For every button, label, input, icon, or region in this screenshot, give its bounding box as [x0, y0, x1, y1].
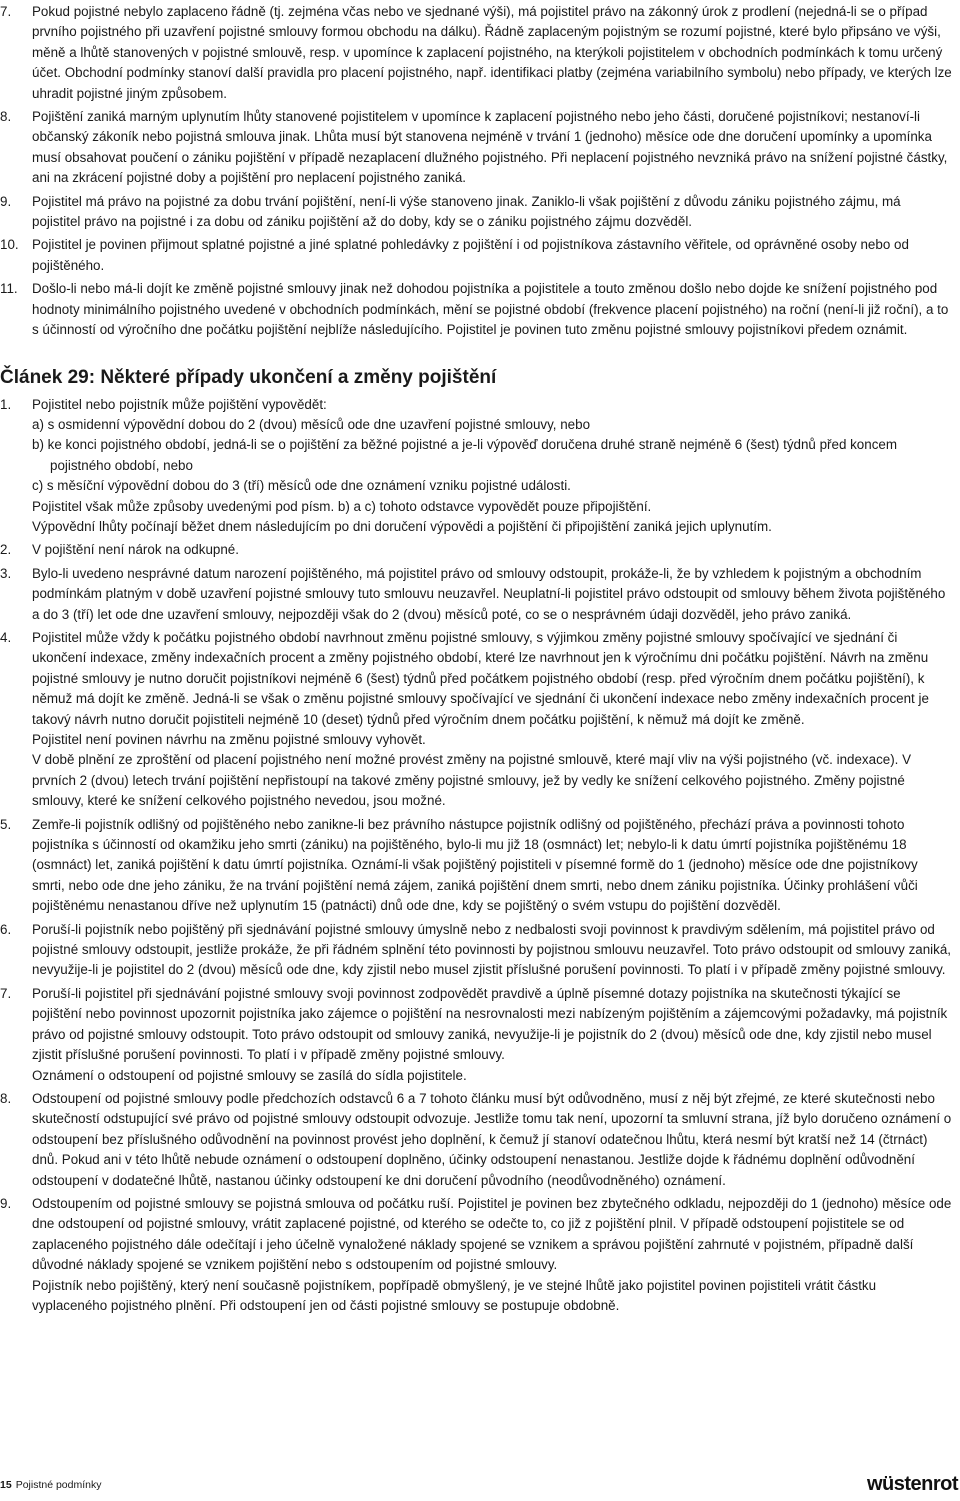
item-paragraph: Pokud pojistné nebylo zaplaceno řádně (tj. zejména včas nebo ve sjednané výši), má pojistitel právo na zákonný úrok z prodlení (nejedná-li se o případ prvního pojistného při uzavření pojistné smlouvy formou obchodu na dálku). Řádně zaplaceným pojistným se rozumí pojistné, které bylo připsáno ve výši, měně a lhůtě stanovených v pojistné smlouvě, resp. v upomínce k zaplacení pojistného, na kterýkoli pojistitelem v obchodních podmínkách k tomu určený účet. Obchodní podmínky stanoví další pravidla pro placení pojistného, např. identifikaci platby (zejména variabilního symbolu) nebo případy, ve kterých lze uhradit pojistné jiným způsobem.	[32, 4, 952, 101]
sub-item: b) ke konci pojistného období, jedná-li se o pojištění za běžné pojistné a je-li výpověď doručena druhé straně nejméně 6 (šest) týdnů před koncem pojistného období, nebo	[32, 437, 897, 473]
item-number: 6.	[0, 921, 12, 937]
item-paragraph: Poruší-li pojistník nebo pojištěný při sjednávání pojistné smlouvy úmyslně nebo z nedbalosti svoji povinnost k pravdivým sdělením, má pojistitel právo od pojistné smlouvy odstoupit, jestliže prokáže, že při řádném splnění této povinnosti by pojistnou smlouvu neuzavřel. Toto právo odstoupit od smlouvy zaniká, nevyužije-li je pojistitel do 2 (dvou) měsíců ode dne, kdy zjistil nebo musel zjistit příslušné porušení povinnosti. To platí i v případě změny pojistné smlouvy.	[32, 921, 951, 978]
top-numbered-list	[0, 2, 952, 341]
item-paragraph: Pojistitel má právo na pojistné za dobu trvání pojištění, není-li výše stanoveno jinak. Zaniklo-li však pojištění z důvodu zániku pojistného zájmu, má pojistitel právo na pojistné i za dobu od zániku pojištění až do doby, kdy se o zániku pojistného zájmu dozvěděl.	[32, 193, 901, 230]
page-footer	[0, 1475, 960, 1495]
item-paragraph: V době plnění ze zproštění od placení pojistného není možné provést změny na pojistné smlouvě, které mají vliv na výši pojistného (vč. indexace). V prvních 2 (dvou) letech trvání pojištění nepřistoupí na takové změny pojistné smlouvy, jež by vedly ke snížení celkového pojistného. Změny pojistné smlouvy, které ke snížení celkového pojistného nevedou, jsou možné.	[32, 752, 912, 809]
page-number: 15	[0, 1479, 12, 1491]
list-item	[0, 235, 952, 276]
list-item	[0, 984, 952, 1086]
list-item	[0, 815, 952, 917]
sub-item: a) s osmidenní výpovědní dobou do 2 (dvou) měsíců ode dne uzavření pojistné smlouvy, nebo	[32, 416, 591, 432]
item-number: 3.	[0, 565, 12, 581]
item-number: 5.	[0, 816, 12, 832]
page-label: Pojistné podmínky	[15, 1479, 102, 1491]
item-paragraph: Pojistitel je povinen přijmout splatné pojistné a jiné splatné pohledávky z pojištění i od pojistníkova zástavního věřitele, od oprávněné osoby nebo od pojištěného.	[32, 237, 909, 273]
item-paragraph: Oznámení o odstoupení od pojistné smlouvy se zasílá do sídla pojistitele.	[32, 1067, 467, 1083]
item-lead: Pojistitel nebo pojistník může pojištění vypovědět:	[32, 396, 327, 412]
item-number: 7.	[0, 4, 12, 19]
item-number: 8.	[0, 1090, 12, 1106]
list-item	[0, 920, 952, 981]
item-paragraph: V pojištění není nárok na odkupné.	[32, 542, 239, 558]
list-item	[0, 540, 952, 560]
list-item	[0, 279, 952, 340]
brand-logo: wüstenrot	[866, 1473, 958, 1495]
item-paragraph: Došlo-li nebo má-li dojít ke změně pojistné smlouvy jinak než dohodou pojistníka a pojistitele a touto změnou došlo nebo dojde ke snížení pojistného pod hodnoty minimálního pojistného uvedené v obchodních podmínkách, mění se pojistné období (frekvence placení pojistného) na roční (není-li již roční), a to s účinností od výročního dne počátku pojištění nejblíže následujícího. Pojistitel je povinen tuto změnu pojistné smlouvy pojistníkovi předem oznámit.	[32, 281, 949, 338]
item-paragraph: Bylo-li uvedeno nesprávné datum narození pojištěného, má pojistitel právo od smlouvy odstoupit, prokáže-li, že by vzhledem k pojistným a obchodním podmínkám platným v době uzavření pojistné smlouvy tuto smlouvu neuzavřel. Neuplatní-li pojistitel právo odstoupit od smlouvy během života pojištěného a do 3 (tří) let ode dne uzavření smlouvy, nejpozději však do 2 (dvou) měsíců poté, co se o nesprávném údaji dozvěděl, jeho právo zaniká.	[32, 565, 946, 622]
article-29-list	[0, 395, 952, 1317]
list-item	[0, 395, 952, 538]
document-page	[0, 2, 952, 1319]
item-number: 10.	[0, 237, 19, 253]
page-indicator	[0, 1479, 101, 1491]
list-item	[0, 107, 952, 189]
item-paragraph: Pojistitel může vždy k počátku pojistného období navrhnout změnu pojistné smlouvy, s výjimkou změny pojistné smlouvy spočívající ve sjednání či ukončení indexace, změny indexačních procent a změny pojistného období, které lze navrhnout jen k výročnímu dni počátku pojištění. Návrh na změnu pojistné smlouvy je nutno doručit pojistníkovi nejméně 6 (šest) týdnů před počátkem pojistného období (resp. před výročním dnem počátku pojištění), k němuž má dojít ke změně. Jedná-li se však o změnu pojistné smlouvy spočívající ve sjednání či ukončení indexace nebo změny indexačních procent je takový návrh nutno doručit pojistiteli nejméně 10 (deset) týdnů před výročním dnem počátku pojištění, k němuž má dojít ke změně.	[32, 629, 929, 727]
item-number: 8.	[0, 109, 12, 125]
item-number: 7.	[0, 985, 12, 1001]
item-number: 9.	[0, 193, 12, 209]
list-item	[0, 564, 952, 625]
item-paragraph: Poruší-li pojistitel při sjednávání pojistné smlouvy svoji povinnost zodpovědět pravdivě a úplně písemné dotazy pojistníka na skutečnosti týkající se pojištění nebo povinnost upozornit pojistníka jako zájemce o pojištění na nesrovnalosti mezi nabízeným pojištěním a zájemcovými požadavky, má pojistník právo od pojistné smlouvy odstoupit. Toto právo odstoupit od smlouvy zaniká, nevyužije-li je pojistník do 2 (dvou) měsíců ode dne, kdy zjistil nebo musel zjistit příslušné porušení povinnosti. To platí i v případě změny pojistné smlouvy.	[32, 985, 948, 1063]
item-paragraph: Pojištění zaniká marným uplynutím lhůty stanovené pojistitelem v upomínce k zaplacení pojistného nebo jeho části, doručené pojistníkovi; nestanoví-li občanský zákoník nebo pojistná smlouva jinak. Lhůta musí být stanovena nejméně v trvání 1 (jednoho) měsíce ode dne doručení upomínky a upomínka musí obsahovat poučení o zániku pojištění v případě nezaplacení dlužného pojistného. Při neplacení pojistného nevzniká právo na snížení pojistné částky, ani na zkrácení pojistné doby a pojištění pro neplacení pojistného zaniká.	[32, 109, 948, 186]
item-paragraph: Pojistník nebo pojištěný, který není současně pojistníkem, popřípadě obmyšlený, je ve stejné lhůtě jako pojistitel povinen pojistiteli vrátit částku vyplaceného pojistného plnění. Při odstoupení jen od části pojistné smlouvy se postupuje obdobně.	[32, 1277, 877, 1313]
list-item	[0, 2, 952, 104]
sub-item: c) s měsíční výpovědní dobou do 3 (tří) měsíců ode dne oznámení vzniku pojistné události.	[32, 478, 571, 494]
section-heading: Článek 29: Některé případy ukončení a změny pojištění	[0, 366, 497, 388]
item-paragraph: Pojistitel není povinen návrhu na změnu pojistné smlouvy vyhovět.	[32, 732, 426, 747]
list-item	[0, 192, 952, 233]
list-item	[0, 628, 952, 812]
item-number: 1.	[0, 396, 12, 412]
item-number: 4.	[0, 629, 12, 645]
item-paragraph: Pojistitel však může způsoby uvedenými pod písm. b) a c) tohoto odstavce vypovědět pouze připojištění.	[32, 498, 652, 514]
list-item	[0, 1089, 952, 1191]
item-number: 9.	[0, 1195, 12, 1211]
list-item	[0, 1194, 952, 1316]
item-paragraph: Odstoupení od pojistné smlouvy podle předchozích odstavců 6 a 7 tohoto článku musí být odůvodněno, musí z něj být zřejmé, ze které skutečnosti nebo skutečností odstupující své právo od pojistné smlouvy odstoupit odvozuje. Jestliže tomu tak není, upozorní ta smluvní strana, jíž bylo doručeno oznámení o odstoupení bez příslušného odůvodnění na povinnost provést jeho doplnění, k čemuž jí stanoví odatečnou lhůtu, která nesmí být kratší než 14 (čtrnáct) dnů. Pokud ani v této lhůtě nebude oznámení o odstoupení doplněno, účinky odstoupení nenastanou. Jestliže dojde k řádnému doplnění odůvodnění odstoupení v dodatečné lhůtě, nastanou účinky odstoupení ke dni doručení původního (neodůvodněného) oznámení.	[32, 1090, 952, 1188]
item-number: 2.	[0, 542, 12, 558]
item-number: 11.	[0, 281, 18, 297]
item-paragraph: Zemře-li pojistník odlišný od pojištěného nebo zanikne-li bez právního nástupce pojistník odlišný od pojištěného, přechází práva a povinnosti tohoto pojistníka s účinností od okamžiku jeho smrti (zániku) na pojištěného, bylo-li mu již 18 (osmnáct) let; nebylo-li k datu úmrtí pojistníka pojištěnému 18 (osmnáct) let, zaniká pojištění k datu úmrtí pojistníka. Oznámí-li však pojištěný pojistiteli v písemné formě do 1 (jednoho) měsíce ode dne pojistníkovy smrti, nebo ode dne jeho zániku, že na trvání pojištění nemá zájem, zaniká pojištění dnem smrti, nebo dnem zániku pojistníka. Účinky prohlášení vůči pojištěnému nenastanou dříve než uplynutím 15 (patnácti) dnů ode dne, kdy se pojištěný o svém vstupu do pojištění dozvěděl.	[32, 816, 918, 914]
item-paragraph: Odstoupením od pojistné smlouvy se pojistná smlouva od počátku ruší. Pojistitel je povinen bez zbytečného odkladu, nejpozději do 1 (jednoho) měsíce ode dne odstoupení od pojistné smlouvy, vrátit zaplacené pojistné, od kterého se odečte to, co již z pojištění plnil. V případě odstoupení pojistitele se od zaplaceného pojistného dále odečítají i jeho účelně vynaložené náklady spojené se vznikem a správou pojištění zahrnuté v pojistném, případně další důvodné náklady spojené se vznikem pojištění nebo s odstoupením od pojistné smlouvy.	[32, 1195, 952, 1273]
item-paragraph: Výpovědní lhůty počínají běžet dnem následujícím po dni doručení výpovědi a pojištění či připojištění zaniká jejich uplynutím.	[32, 518, 772, 534]
